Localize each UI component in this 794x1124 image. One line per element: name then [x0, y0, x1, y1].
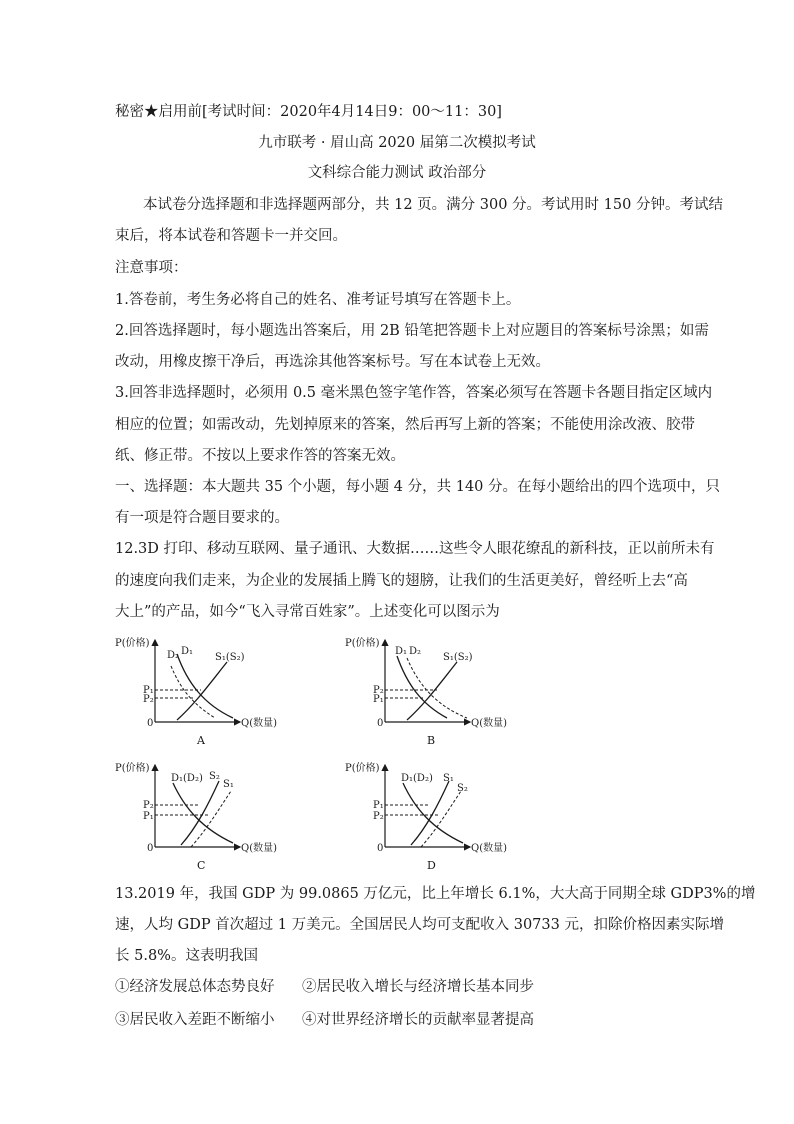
diagram-a	[115, 636, 277, 747]
supply-curve-left	[181, 781, 219, 845]
x-axis-label: Q(数量)	[471, 718, 508, 729]
q12-line-1: 12.3D 打印、移动互联网、量子通讯、大数据……这些令人眼花缭乱的新科技，正以前所未有	[115, 541, 715, 557]
diagram-caption: C	[197, 859, 206, 872]
diagram-caption: B	[427, 734, 436, 747]
supply-label-left: S₁	[443, 773, 454, 784]
price-label-upper: P₂	[143, 800, 154, 811]
q13-option-1: ①经济发展总体态势良好	[115, 979, 275, 995]
notice-item-2-line-1: 2.回答选择题时，每小题选出答案后，用 2B 铅笔把答题卡上对应题目的答案标号涂黑；如需	[115, 323, 709, 339]
q13-option-2: ②居民收入增长与经济增长基本同步	[302, 979, 534, 995]
supply-curve-left	[411, 781, 449, 845]
demand-curve	[177, 654, 233, 718]
notice-item-3-line-2: 相应的位置；如需改动，先划掉原来的答案，然后再写上新的答案；不能使用涂改液、胶带	[115, 417, 695, 433]
notice-item-3-line-3: 纸、修正带。不按以上要求作答的答案无效。	[115, 448, 405, 464]
y-axis-label: P(价格)	[115, 763, 150, 774]
y-axis-label: P(价格)	[115, 638, 150, 649]
x-axis-label: Q(数量)	[241, 843, 278, 854]
diagram-c	[115, 761, 277, 872]
supply-label: S₁(S₂)	[443, 652, 473, 663]
origin-label: 0	[147, 843, 154, 854]
origin-label: 0	[377, 843, 384, 854]
demand-label-2: D₂	[409, 646, 422, 657]
demand-label: D₁(D₂)	[401, 773, 433, 784]
confidential-line: 秘密★启用前[考试时间：2020年4月14日9：00～11：30]	[115, 104, 502, 120]
diagram-caption: D	[427, 859, 436, 872]
demand-curve-dashed	[171, 666, 215, 718]
price-label-lower: P₂	[373, 811, 384, 822]
x-axis-label: Q(数量)	[241, 718, 278, 729]
supply-label-right: S₁	[223, 779, 234, 790]
section1-line-1: 一、选择题：本大题共 35 个小题，每小题 4 分，共 140 分。在每小题给出的四个选项中，只	[115, 479, 721, 495]
demand-label-1: D₂	[167, 650, 180, 661]
section1-line-2: 有一项是符合题目要求的。	[115, 510, 289, 526]
intro-line-2: 束后，将本试卷和答题卡一并交回。	[115, 228, 347, 244]
q13-line-1: 13.2019 年，我国 GDP 为 99.0865 万亿元，比上年增长 6.1%，大大高于同期全球 GDP3%的增	[115, 886, 756, 902]
q12-line-2: 的速度向我们走来，为企业的发展插上腾飞的翅膀，让我们的生活更美好，曾经听上去“高	[115, 573, 688, 589]
y-axis-label: P(价格)	[345, 763, 380, 774]
price-label-lower: P₂	[143, 694, 154, 705]
demand-label-1: D₁	[395, 646, 408, 657]
diagram-b	[345, 636, 507, 747]
supply-label-left: S₂	[209, 771, 220, 782]
diagram-d	[345, 761, 507, 872]
supply-label: S₁(S₂)	[215, 652, 245, 663]
origin-label: 0	[147, 718, 154, 729]
origin-label: 0	[377, 718, 384, 729]
demand-label-2: D₁	[181, 646, 194, 657]
demand-label: D₁(D₂)	[171, 773, 203, 784]
notice-item-3-line-1: 3.回答非选择题时，必须用 0.5 毫米黑色签字笔作答，答案必须写在答题卡各题目指定区域内	[115, 385, 713, 401]
q13-line-2: 速，人均 GDP 首次超过 1 万美元。全国居民人均可支配收入 30733 元，扣除价格因素实际增	[115, 917, 724, 933]
y-axis-label: P(价格)	[345, 638, 380, 649]
q12-line-3: 大上”的产品，如今“飞入寻常百姓家”。上述变化可以图示为	[115, 604, 500, 620]
price-label-lower: P₁	[143, 811, 154, 822]
q13-option-4: ④对世界经济增长的贡献率显著提高	[302, 1012, 534, 1028]
notice-item-1: 1.答卷前，考生务必将自己的姓名、准考证号填写在答题卡上。	[115, 292, 521, 308]
notice-item-2-line-2: 改动，用橡皮擦干净后，再选涂其他答案标号。写在本试卷上无效。	[115, 354, 550, 370]
demand-curve	[397, 656, 447, 718]
subject-title: 文科综合能力测试 政治部分	[307, 165, 487, 181]
intro-line-1: 本试卷分选择题和非选择题两部分，共 12 页。满分 300 分。考试用时 150 分钟。考试结	[143, 197, 723, 213]
exam-title: 九市联考 · 眉山高 2020 届第二次模拟考试	[258, 135, 536, 151]
price-label-upper: P₂	[373, 685, 384, 696]
supply-demand-diagrams	[115, 632, 515, 872]
diagram-caption: A	[197, 734, 205, 747]
q13-line-3: 长 5.8%。这表明我国	[115, 948, 258, 964]
notice-title: 注意事项：	[115, 260, 188, 276]
price-label-upper: P₁	[143, 685, 154, 696]
x-axis-label: Q(数量)	[471, 843, 508, 854]
price-label-lower: P₁	[373, 694, 384, 705]
q13-option-3: ③居民收入差距不断缩小	[115, 1012, 275, 1028]
supply-label-right: S₂	[457, 783, 468, 794]
price-label-upper: P₁	[373, 800, 384, 811]
